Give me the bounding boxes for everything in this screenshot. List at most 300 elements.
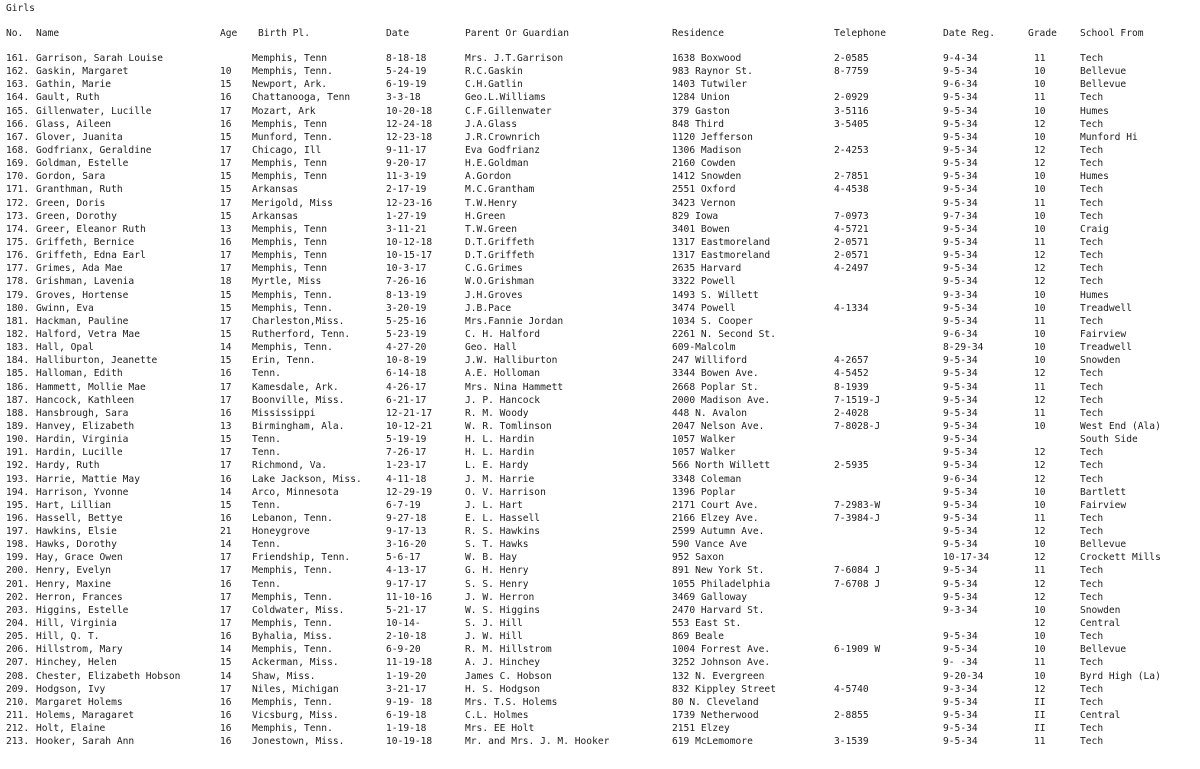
age: 18 [220, 276, 232, 288]
parent-guardian: R. M. Hillstrom [465, 644, 552, 656]
row-number: 165. [6, 105, 30, 117]
row-number: 174. [6, 223, 30, 235]
parent-guardian: T.W.Henry [465, 197, 517, 209]
header-grade: Grade [1028, 28, 1057, 39]
student-name: Godfrianx, Geraldine [36, 144, 152, 156]
grade: 10 [1034, 499, 1046, 511]
birth-date: 1-27-19 [386, 210, 427, 222]
birth-date: 5-25-16 [386, 315, 427, 327]
age: 17 [220, 381, 232, 393]
date-registered: 9-5-34 [943, 644, 978, 656]
grade: 11 [1034, 315, 1046, 327]
table-row [0, 157, 1200, 170]
residence: 1057 Walker [672, 434, 736, 446]
student-name: Gaskin, Margaret [36, 66, 129, 78]
student-name: Groves, Hortense [36, 289, 129, 301]
birthplace: Honeygrove [252, 526, 310, 538]
date-registered: 9-5-34 [943, 526, 978, 538]
birthplace: Kamesdale, Ark. [252, 381, 339, 393]
date-registered: 9-5-34 [943, 223, 978, 235]
residence: 3469 Galloway [672, 591, 748, 603]
parent-guardian: H.E.Goldman [465, 158, 529, 170]
row-number: 184. [6, 355, 30, 367]
residence: 2000 Madison Ave. [672, 394, 771, 406]
age: 15 [220, 434, 232, 446]
age: 15 [220, 289, 232, 301]
telephone: 2-0571 [834, 250, 869, 262]
row-number: 178. [6, 276, 30, 288]
date-registered: 10-17-34 [943, 552, 990, 564]
parent-guardian: H. L. Hardin [465, 447, 535, 459]
row-number: 197. [6, 526, 30, 538]
birthplace: Richmond, Va. [252, 460, 328, 472]
parent-guardian: J.H.Groves [465, 289, 523, 301]
school-from: Tech [1080, 158, 1104, 170]
parent-guardian: S. T. Hawks [465, 539, 529, 551]
school-from: Tech [1080, 236, 1104, 248]
parent-guardian: H.Green [465, 210, 506, 222]
date-registered: 9-20-34 [943, 670, 984, 682]
table-row [0, 52, 1200, 65]
student-name: Hassell, Bettye [36, 512, 123, 524]
date-registered: 9-5-34 [943, 420, 978, 432]
residence: 2261 N. Second St. [672, 328, 776, 340]
date-registered: 9-5-34 [943, 736, 978, 748]
row-number: 162. [6, 66, 30, 78]
row-number: 210. [6, 696, 30, 708]
header-birthplace: Birth Pl. [258, 28, 310, 39]
table-row [0, 486, 1200, 499]
age: 17 [220, 250, 232, 262]
age: 16 [220, 736, 232, 748]
date-registered: 9-5-34 [943, 447, 978, 459]
birth-date: 6-19-18 [386, 710, 427, 722]
parent-guardian: J. P. Hancock [465, 394, 541, 406]
parent-guardian: S. J. Hill [465, 618, 523, 630]
residence: 1317 Eastmoreland [672, 236, 771, 248]
birthplace: Myrtle, Miss [252, 276, 322, 288]
school-from: Tech [1080, 210, 1104, 222]
school-from: Tech [1080, 394, 1104, 406]
residence: 2599 Autumn Ave. [672, 526, 765, 538]
row-number: 175. [6, 236, 30, 248]
student-name: Gwinn, Eva [36, 302, 94, 314]
grade: 10 [1034, 171, 1046, 183]
residence: 2171 Court Ave. [672, 499, 759, 511]
age: 17 [220, 197, 232, 209]
table-row [0, 78, 1200, 91]
parent-guardian: Mr. and Mrs. J. M. Hooker [465, 736, 610, 748]
table-row [0, 394, 1200, 407]
birth-date: 10-12-21 [386, 420, 433, 432]
birth-date: 9-27-18 [386, 512, 427, 524]
telephone: 4-1334 [834, 302, 869, 314]
student-name: Gathin, Marie [36, 79, 112, 91]
age: 13 [220, 420, 232, 432]
row-number: 167. [6, 131, 30, 143]
age: 17 [220, 263, 232, 275]
residence: 80 N. Cleveland [672, 696, 759, 708]
row-number: 161. [6, 53, 30, 64]
table-row [0, 367, 1200, 380]
table-row [0, 131, 1200, 144]
birthplace: Memphis, Tenn. [252, 342, 333, 354]
row-number: 212. [6, 723, 30, 735]
row-number: 195. [6, 499, 30, 511]
residence: 3401 Bowen [672, 223, 730, 235]
table-row [0, 696, 1200, 709]
birth-date: 11-3-19 [386, 171, 427, 183]
grade: 12 [1034, 394, 1046, 406]
age: 16 [220, 473, 232, 485]
birth-date: 1-19-18 [386, 723, 427, 735]
date-registered: 9-5-34 [943, 105, 978, 117]
telephone: 4-5452 [834, 368, 869, 380]
date-registered: 9-3-34 [943, 289, 978, 301]
student-name: Hay, Grace Owen [36, 552, 123, 564]
student-name: Hooker, Sarah Ann [36, 736, 135, 748]
grade: II [1034, 696, 1046, 708]
grade: 12 [1034, 578, 1046, 590]
table-row [0, 551, 1200, 564]
parent-guardian: C. H. Halford [465, 328, 541, 340]
school-from: Tech [1080, 407, 1104, 419]
row-number: 198. [6, 539, 30, 551]
row-number: 193. [6, 473, 30, 485]
birthplace: Tenn. [252, 578, 281, 590]
residence: 1412 Snowden [672, 171, 742, 183]
grade: 10 [1034, 66, 1046, 78]
header-age: Age [220, 28, 238, 39]
row-number: 196. [6, 512, 30, 524]
age: 15 [220, 171, 232, 183]
parent-guardian: Geo. Hall [465, 342, 517, 354]
row-number: 172. [6, 197, 30, 209]
age: 17 [220, 618, 232, 630]
table-row [0, 604, 1200, 617]
birth-date: 12-23-18 [386, 131, 433, 143]
table-row [0, 183, 1200, 196]
grade: 10 [1034, 302, 1046, 314]
age: 17 [220, 565, 232, 577]
row-number: 181. [6, 315, 30, 327]
age: 15 [220, 302, 232, 314]
table-row [0, 91, 1200, 104]
row-number: 168. [6, 144, 30, 156]
table-row [0, 617, 1200, 630]
residence: 1317 Eastmoreland [672, 250, 771, 262]
school-from: Tech [1080, 53, 1104, 64]
residence: 891 New York St. [672, 565, 765, 577]
date-registered: 9-5-34 [943, 276, 978, 288]
grade: 11 [1034, 512, 1046, 524]
birthplace: Vicsburg, Miss. [252, 710, 339, 722]
grade: 10 [1034, 79, 1046, 91]
birthplace: Memphis, Tenn. [252, 565, 333, 577]
table-row [0, 354, 1200, 367]
row-number: 185. [6, 368, 30, 380]
date-registered: 9-3-34 [943, 683, 978, 695]
table-row [0, 118, 1200, 131]
grade: 12 [1034, 591, 1046, 603]
parent-guardian: Mrs. T.S. Holems [465, 696, 558, 708]
grade: 12 [1034, 618, 1046, 630]
student-name: Hammett, Mollie Mae [36, 381, 146, 393]
birth-date: 5-21-17 [386, 604, 427, 616]
date-registered: 9-5-34 [943, 565, 978, 577]
residence: 3252 Johnson Ave. [672, 657, 771, 669]
residence: 2047 Nelson Ave. [672, 420, 765, 432]
student-name: Garrison, Sarah Louise [36, 53, 164, 64]
parent-guardian: A.Gordon [465, 171, 512, 183]
row-number: 200. [6, 565, 30, 577]
row-number: 202. [6, 591, 30, 603]
student-name: Chester, Elizabeth Hobson [36, 670, 181, 682]
table-row [0, 630, 1200, 643]
birth-date: 7-26-17 [386, 447, 427, 459]
student-name: Hanvey, Elizabeth [36, 420, 135, 432]
date-registered: 9-6-34 [943, 328, 978, 340]
school-from: Tech [1080, 526, 1104, 538]
parent-guardian: C.F.Gillenwater [465, 105, 552, 117]
student-name: Glover, Juanita [36, 131, 123, 143]
birthplace: Mississippi [252, 407, 316, 419]
grade: 12 [1034, 118, 1046, 130]
grade: 12 [1034, 368, 1046, 380]
grade: 10 [1034, 486, 1046, 498]
birthplace: Shaw, Miss. [252, 670, 316, 682]
age: 16 [220, 92, 232, 104]
table-row [0, 709, 1200, 722]
row-number: 209. [6, 683, 30, 695]
table-row [0, 722, 1200, 735]
birthplace: Erin, Tenn. [252, 355, 316, 367]
student-name: Herron, Frances [36, 591, 123, 603]
birthplace: Arkansas [252, 184, 299, 196]
birthplace: Memphis, Tenn. [252, 591, 333, 603]
telephone: 4-4538 [834, 184, 869, 196]
student-name: Hinchey, Helen [36, 657, 117, 669]
row-number: 199. [6, 552, 30, 564]
student-name: Harrison, Yvonne [36, 486, 129, 498]
grade: 10 [1034, 539, 1046, 551]
student-name: Hackman, Pauline [36, 315, 129, 327]
school-from: Tech [1080, 631, 1104, 643]
birthplace: Memphis, Tenn [252, 223, 328, 235]
row-number: 186. [6, 381, 30, 393]
age: 16 [220, 710, 232, 722]
birth-date: 11-19-18 [386, 657, 433, 669]
parent-guardian: W. R. Tomlinson [465, 420, 552, 432]
date-registered: 9-5-34 [943, 144, 978, 156]
birthplace: Boonville, Miss. [252, 394, 345, 406]
date-registered: 9-5-34 [943, 118, 978, 130]
date-registered: 9-5-34 [943, 131, 978, 143]
grade: 12 [1034, 158, 1046, 170]
school-from: Bellevue [1080, 66, 1127, 78]
date-registered: 9-5-34 [943, 302, 978, 314]
birthplace: Memphis, Tenn. [252, 644, 333, 656]
birthplace: Byhalia, Miss. [252, 631, 333, 643]
school-from: Tech [1080, 447, 1104, 459]
birthplace: Tenn. [252, 539, 281, 551]
birthplace: Newport, Ark. [252, 79, 328, 91]
row-number: 211. [6, 710, 30, 722]
birthplace: Jonestown, Miss. [252, 736, 345, 748]
grade: 11 [1034, 236, 1046, 248]
row-number: 173. [6, 210, 30, 222]
school-from: Tech [1080, 696, 1104, 708]
school-from: Tech [1080, 381, 1104, 393]
grade: 11 [1034, 657, 1046, 669]
residence: 609-Malcolm [672, 342, 736, 354]
grade: 10 [1034, 210, 1046, 222]
table-row [0, 65, 1200, 78]
student-name: Hodgson, Ivy [36, 683, 106, 695]
residence: 2470 Harvard St. [672, 604, 765, 616]
age: 16 [220, 512, 232, 524]
age: 17 [220, 591, 232, 603]
row-number: 176. [6, 250, 30, 262]
parent-guardian: O. V. Harrison [465, 486, 546, 498]
header-residence: Residence [672, 28, 724, 39]
date-registered: 9-5-34 [943, 66, 978, 78]
date-registered: 9-5-34 [943, 92, 978, 104]
row-number: 192. [6, 460, 30, 472]
telephone: 6-1909 W [834, 644, 881, 656]
parent-guardian: W.O.Grishman [465, 276, 535, 288]
student-name: Higgins, Estelle [36, 604, 129, 616]
telephone: 7-6084 J [834, 565, 881, 577]
age: 16 [220, 368, 232, 380]
parent-guardian: Geo.L.Williams [465, 92, 546, 104]
date-registered: 9-5-34 [943, 394, 978, 406]
age: 15 [220, 210, 232, 222]
birth-date: 1-19-20 [386, 670, 427, 682]
birth-date: 6-21-17 [386, 394, 427, 406]
date-registered: 9-5-34 [943, 381, 978, 393]
residence: 1120 Jefferson [672, 131, 753, 143]
age: 15 [220, 499, 232, 511]
residence: 1004 Forrest Ave. [672, 644, 771, 656]
birth-date: 10-20-18 [386, 105, 433, 117]
birth-date: 5-24-19 [386, 66, 427, 78]
parent-guardian: L. E. Hardy [465, 460, 529, 472]
school-from: Tech [1080, 736, 1104, 748]
date-registered: 9-7-34 [943, 210, 978, 222]
student-name: Green, Dorothy [36, 210, 117, 222]
birthplace: Memphis, Tenn. [252, 302, 333, 314]
birthplace: Rutherford, Tenn. [252, 328, 351, 340]
table-row [0, 564, 1200, 577]
birth-date: 12-24-18 [386, 118, 433, 130]
row-number: 177. [6, 263, 30, 275]
date-registered: 9-5-34 [943, 631, 978, 643]
birthplace: Memphis, Tenn. [252, 66, 333, 78]
school-from: Fairview [1080, 328, 1127, 340]
header-school-from: School From [1080, 28, 1144, 39]
parent-guardian: Mrs. Nina Hammett [465, 381, 564, 393]
telephone: 4-2497 [834, 263, 869, 275]
birth-date: 6-19-19 [386, 79, 427, 91]
school-from: Humes [1080, 171, 1109, 183]
birth-date: 9-20-17 [386, 158, 427, 170]
student-name: Harrie, Mattie May [36, 473, 140, 485]
telephone: 4-2657 [834, 355, 869, 367]
school-from: Tech [1080, 683, 1104, 695]
birth-date: 9-17-13 [386, 526, 427, 538]
grade: 11 [1034, 565, 1046, 577]
telephone: 4-5740 [834, 683, 869, 695]
parent-guardian: D.T.Griffeth [465, 236, 535, 248]
age: 15 [220, 328, 232, 340]
date-registered: 9-5-34 [943, 539, 978, 551]
residence: 3474 Powell [672, 302, 736, 314]
student-name: Hardin, Virginia [36, 434, 129, 446]
birthplace: Tenn. [252, 434, 281, 446]
residence: 553 East St. [672, 618, 742, 630]
school-from: Central [1080, 618, 1121, 630]
birth-date: 10-12-18 [386, 236, 433, 248]
residence: 1306 Madison [672, 144, 742, 156]
age: 13 [220, 223, 232, 235]
date-registered: 9-6-34 [943, 473, 978, 485]
student-name: Glass, Aileen [36, 118, 112, 130]
grade: 12 [1034, 447, 1046, 459]
row-number: 208. [6, 670, 30, 682]
table-row [0, 275, 1200, 288]
parent-guardian: J.R.Crownrich [465, 131, 541, 143]
school-from: Tech [1080, 657, 1104, 669]
table-row [0, 591, 1200, 604]
table-row [0, 249, 1200, 262]
student-name: Gordon, Sara [36, 171, 106, 183]
student-name: Henry, Maxine [36, 578, 112, 590]
birthplace: Tenn. [252, 368, 281, 380]
date-registered: 8-29-34 [943, 342, 984, 354]
student-name: Gault, Ruth [36, 92, 100, 104]
header-date: Date [386, 28, 410, 39]
school-from: Tech [1080, 565, 1104, 577]
telephone: 2-0929 [834, 92, 869, 104]
date-registered: 9-5-34 [943, 723, 978, 735]
row-number: 170. [6, 171, 30, 183]
birth-date: 3-11-21 [386, 223, 427, 235]
row-number: 207. [6, 657, 30, 669]
date-registered: 9-5-34 [943, 263, 978, 275]
grade: 10 [1034, 289, 1046, 301]
age: 14 [220, 644, 232, 656]
age: 16 [220, 723, 232, 735]
school-from: West End (Ala) [1080, 420, 1161, 432]
row-number: 183. [6, 342, 30, 354]
student-name: Grimes, Ada Mae [36, 263, 123, 275]
school-from: Tech [1080, 118, 1104, 130]
student-name: Halloman, Edith [36, 368, 123, 380]
date-registered: 9-5-34 [943, 460, 978, 472]
residence: 2160 Cowden [672, 158, 736, 170]
parent-guardian: A.E. Holloman [465, 368, 541, 380]
residence: 983 Raynor St. [672, 66, 753, 78]
birthplace: Memphis, Tenn. [252, 618, 333, 630]
parent-guardian: J. L. Hart [465, 499, 523, 511]
age: 15 [220, 184, 232, 196]
parent-guardian: R. M. Woody [465, 407, 529, 419]
parent-guardian: J. W. Herron [465, 591, 535, 603]
date-registered: 9-5-34 [943, 407, 978, 419]
school-from: Treadwell [1080, 342, 1132, 354]
date-registered: 9-5-34 [943, 486, 978, 498]
